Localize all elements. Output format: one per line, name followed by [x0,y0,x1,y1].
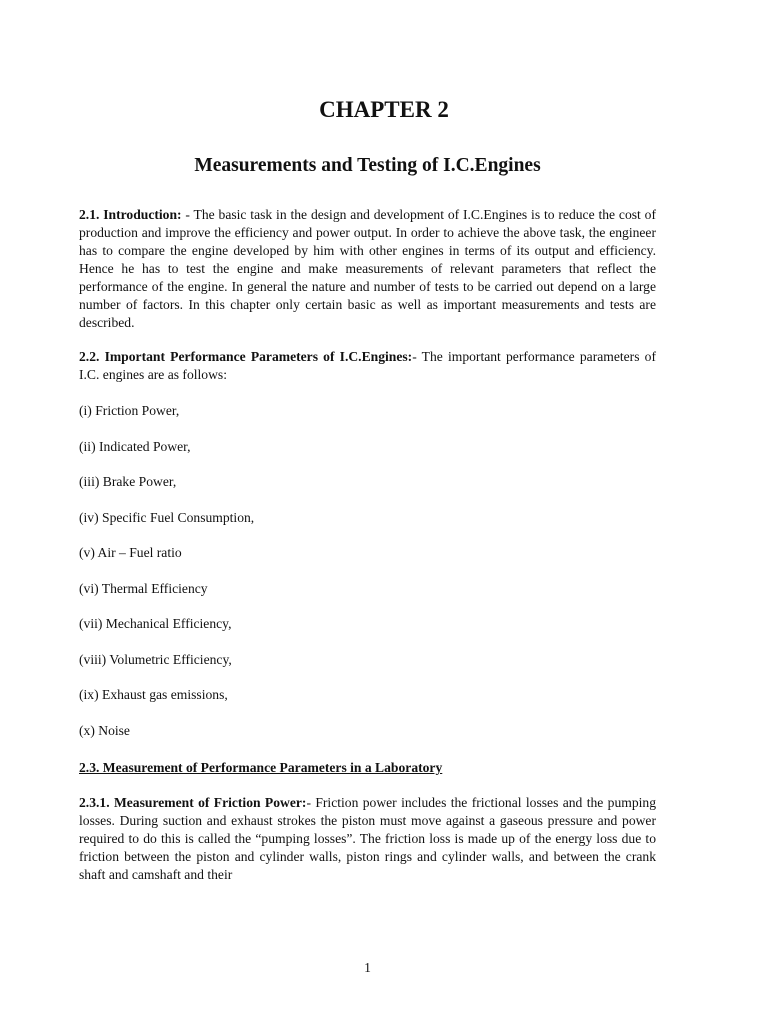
friction-heading: 2.3.1. Measurement of Friction Power: [79,795,307,810]
list-item: (i) Friction Power, [79,403,180,418]
parameters-text: - The important performance parameters of I.C. engines are as follows: [79,349,656,382]
list-item: (v) Air – Fuel ratio [79,545,182,560]
list-item: (vi) Thermal Efficiency [79,580,208,596]
list-item: (viii) Volumetric Efficiency, [79,651,232,667]
list-item: (vii) Mechanical Efficiency, [79,616,232,631]
parameters-heading: 2.2. Important Performance Parameters of I.C.Engines: [79,349,413,364]
friction-text: - Friction power includes the frictional losses and the pumping losses. During suction and exhaust strokes the piston must move against a gaseous pressure and power required to do this is called the “pumping losses”. The friction loss is made up of the energy loss due to friction between the piston and cylinder walls, piston rings and cylinder walls, and between the crank shaft and camshaft and their [79,795,657,882]
intro-heading: 2.1. Introduction: [79,207,182,222]
intro-paragraph [79,206,656,332]
list-item: (x) Noise [79,722,130,738]
chapter-heading: CHAPTER 2 [319,97,449,122]
parameters-paragraph [79,348,656,384]
intro-text: - The basic task in the design and development of I.C.Engines is to reduce the cost of production and improve the efficiency and power output. In order to achieve the above task, the engineer has to compare the engine developed by him with other engines in terms of its output and efficiency. Hence he has to test the engine and make measurements of relevant parameters that reflect the performance of the engine. In general the nature and number of tests to be carried out depend on a large number of factors. In this chapter only certain basic as well as important measurements and tests are described. [79,207,656,330]
list-item: (ii) Indicated Power, [79,438,191,454]
friction-paragraph [79,794,656,884]
chapter-title: Measurements and Testing of I.C.Engines [194,155,541,176]
list-item: (iv) Specific Fuel Consumption, [79,509,255,525]
page-number: 1 [364,960,371,975]
section-heading-lab: 2.3. Measurement of Performance Parameters in a Laboratory [79,760,443,775]
list-item: (ix) Exhaust gas emissions, [79,687,228,702]
list-item: (iii) Brake Power, [79,474,177,489]
